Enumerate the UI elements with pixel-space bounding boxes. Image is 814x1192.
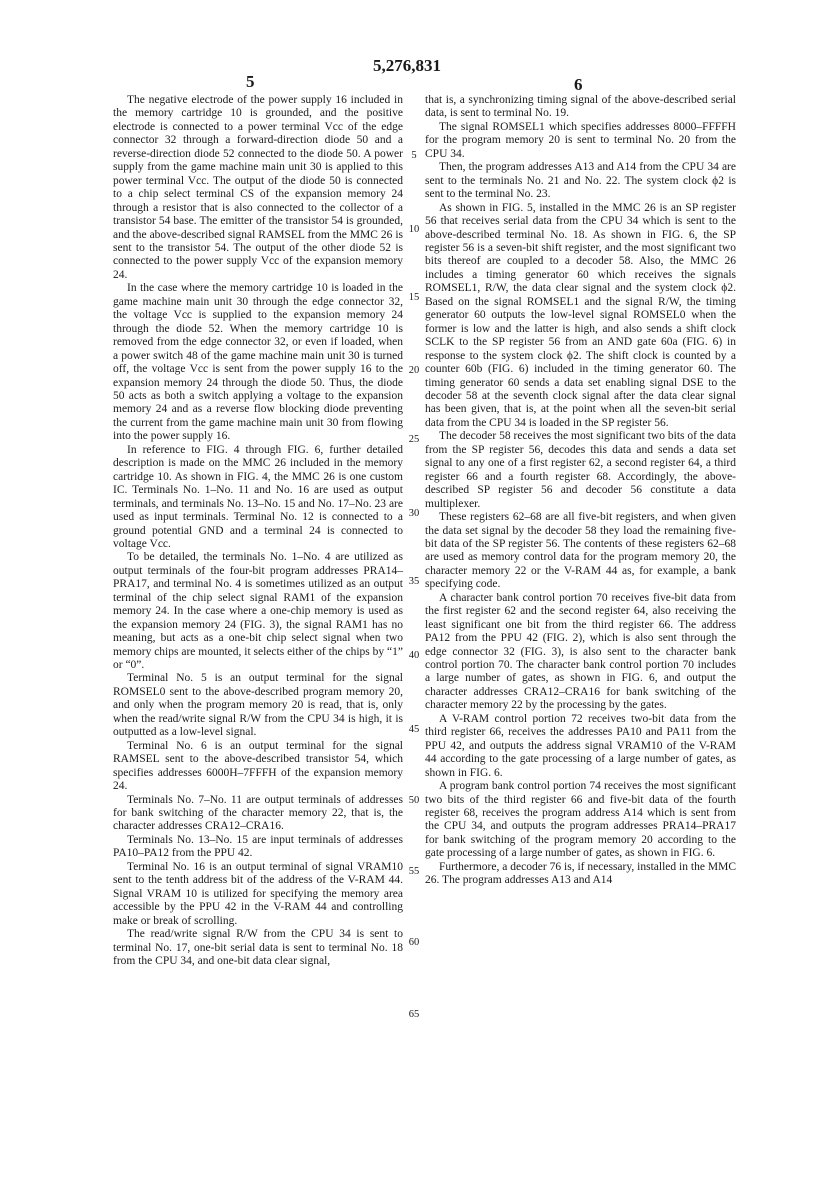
paragraph: To be detailed, the terminals No. 1–No. 4 are utilized as output terminals of the four-bit program addresses PRA14–PRA17, and terminal No. 4 is sometimes utilized as an output terminal of the chip select signal RAM1 of the expansion memory 24. In the case where a one-chip memory is used as the expansion memory 24 (FIG. 3), the signal RAM1 has no meaning, but acts as a one-bit chip select signal when two memory chips are mounted, it selects either of the chips by “1” or “0”.	[113, 551, 403, 672]
line-number: 55	[408, 866, 420, 877]
line-number: 25	[408, 434, 420, 445]
paragraph: Furthermore, a decoder 76 is, if necessary, installed in the MMC 26. The program addresses A13 and A14	[425, 860, 736, 887]
paragraph: The negative electrode of the power supply 16 included in the memory cartridge 10 is grounded, and the positive electrode is connected to a power terminal Vcc of the edge connector 32 through a forward-direction diode 50 and a reverse-direction diode 52 connected to the diode 50. A power supply from the game machine main unit 30 is applied to this power terminal Vcc. The output of the diode 50 is connected to a chip select terminal CS of the expansion memory 24 through a resistor that is also connected to the collector of a transistor 54 base. The emitter of the transistor 54 is grounded, and the above-described signal RAMSEL from the MMC 26 is sent to the transistor 54. The output of the other diode 52 is connected to the power supply Vcc of the expansion memory 24.	[113, 94, 403, 281]
right-text-column	[425, 94, 736, 888]
paragraph: These registers 62–68 are all five-bit registers, and when given the data set signal by the decoder 58 they load the remaining five-bit data of the SP register 56. The contents of these registers 62–68 are used as memory control data for the program memory 20, the character memory 22 or the V-RAM 44 as, for example, a bank specifying code.	[425, 511, 736, 591]
paragraph: A V-RAM control portion 72 receives two-bit data from the third register 66, receives the addresses PA10 and PA11 from the PPU 42, and outputs the address signal VRAM10 of the V-RAM 44 according to the gate processing of a large number of gates, as shown in FIG. 6.	[425, 712, 736, 779]
left-column-number: 5	[246, 72, 255, 91]
line-number: 20	[408, 365, 420, 376]
right-column-number: 6	[574, 75, 583, 94]
paragraph: Terminal No. 6 is an output terminal for the signal RAMSEL sent to the above-described transistor 54, which specifies addresses 6000H–7FFFH of the expansion memory 24.	[113, 739, 403, 793]
paragraph: The signal ROMSEL1 which specifies addresses 8000–FFFFH for the program memory 20 is sent to terminal No. 20 from the CPU 34.	[425, 120, 736, 160]
paragraph: Terminal No. 16 is an output terminal of signal VRAM10 sent to the tenth address bit of the address of the V-RAM 44. Signal VRAM 10 is utilized for specifying the memory area accessible by the PPU 42 in the V-RAM 44 and controlling make or break of scrolling.	[113, 860, 403, 927]
paragraph: The read/write signal R/W from the CPU 34 is sent to terminal No. 17, one-bit serial data is sent to terminal No. 18 from the CPU 34, and one-bit data clear signal,	[113, 928, 403, 967]
line-number: 15	[408, 292, 420, 303]
paragraph: In reference to FIG. 4 through FIG. 6, further detailed description is made on the MMC 26 included in the memory cartridge 10. As shown in FIG. 4, the MMC 26 is one custom IC. Terminals No. 1–No. 11 and No. 16 are used as output terminals, and terminals No. 13–No. 15 and No. 17–No. 23 are used as input terminals. Terminal No. 12 is connected to a ground potential GND and a terminal 24 is connected to voltage Vcc.	[113, 443, 403, 550]
line-number: 35	[408, 576, 420, 587]
paragraph: Terminals No. 7–No. 11 are output terminals of addresses for bank switching of the character memory 22, that is, the character addresses CRA12–CRA16.	[113, 793, 403, 833]
line-number: 5	[411, 150, 417, 161]
paragraph: A program bank control portion 74 receives the most significant two bits of the third register 66 and five-bit data of the fourth register 68, receives the program address A14 which is sent from the CPU 34, and outputs the program addresses PRA14–PRA17 for bank switching of the program memory 20 according to the gate processing of a large number of gates, as shown in FIG. 6.	[425, 780, 736, 860]
paragraph: A character bank control portion 70 receives five-bit data from the first register 62 and the second register 64, also receiving the least significant one bit from the third register 66. The address PA12 from the PPU 42 (FIG. 2), which is also sent through the edge connector 32 (FIG. 3), is also sent to the character bank control portion 70. The character bank control portion 70 includes a large number of gates, as shown in FIG. 6, and output the character addresses CRA12–CRA16 for bank switching of the character memory 22 by the processing by the gates.	[425, 591, 736, 712]
patent-number: 5,276,831	[373, 56, 441, 75]
paragraph: In the case where the memory cartridge 10 is loaded in the game machine main unit 30 through the edge connector 32, the voltage Vcc is supplied to the expansion memory 24 through the diode 52. When the memory cartridge 10 is removed from the edge connector 32, or even if loaded, when a power switch 48 of the game machine main unit 30 is turned off, the voltage Vcc is sent from the power supply 16 to the expansion memory 24 through the diode 50. Thus, the diode 50 acts as both a switch applying a voltage to the expansion memory 24 and as a reverse flow blocking diode preventing the current from the game machine main unit 30 from flowing into the power supply 16.	[113, 282, 403, 443]
line-number: 65	[408, 1009, 420, 1020]
line-number: 45	[408, 724, 420, 735]
paragraph: Terminals No. 13–No. 15 are input terminals of addresses PA10–PA12 from the PPU 42.	[113, 833, 403, 860]
line-number: 40	[408, 650, 420, 661]
line-number: 30	[408, 508, 420, 519]
left-text-column	[113, 94, 403, 968]
paragraph: As shown in FIG. 5, installed in the MMC 26 is an SP register 56 that receives serial data from the CPU 34 which is sent to the above-described terminal No. 18. As shown in FIG. 6, the SP register 56 is a seven-bit shift register, and the most significant two bits thereof are coupled to a decoder 58. Also, the MMC 26 includes a timing generator 60 which receives the signals ROMSEL1, R/W, the data clear signal and the system clock ϕ2. Based on the signal ROMSEL1 and the signal R/W, the timing generator 60 outputs the low-level signal ROMSEL0 when the former is low and the latter is high, and also sends a shift clock SCLK to the SP register 56 from an AND gate 60a (FIG. 6) in response to the system clock ϕ2. The shift clock is counted by a counter 60b (FIG. 6) included in the timing generator 60. The timing generator 60 sends a data set enabling signal DSE to the decoder 58 at the seventh clock signal after the data clear signal has been given, that is, at the point when all the seven-bit serial data from the CPU 34 is loaded in the SP register 56.	[425, 201, 736, 429]
paragraph: Then, the program addresses A13 and A14 from the CPU 34 are sent to the terminals No. 21 and No. 22. The system clock ϕ2 is sent to the terminal No. 23.	[425, 161, 736, 201]
paragraph: Terminal No. 5 is an output terminal for the signal ROMSEL0 sent to the above-described program memory 20, and only when the program memory 20 is read, that is, only when the read/write signal R/W from the CPU 34 is high, it is outputted as a low-level signal.	[113, 672, 403, 739]
line-number: 10	[408, 224, 420, 235]
paragraph: that is, a synchronizing timing signal of the above-described serial data, is sent to terminal No. 19.	[425, 94, 736, 120]
line-number: 50	[408, 795, 420, 806]
paragraph: The decoder 58 receives the most significant two bits of the data from the SP register 56, decodes this data and sends a data set signal to any one of a first register 62, a second register 64, a third register 66 and a fourth register 68. Accordingly, the above-described SP register 56 and decoder 56 constitute a data multiplexer.	[425, 430, 736, 510]
line-number: 60	[408, 937, 420, 948]
